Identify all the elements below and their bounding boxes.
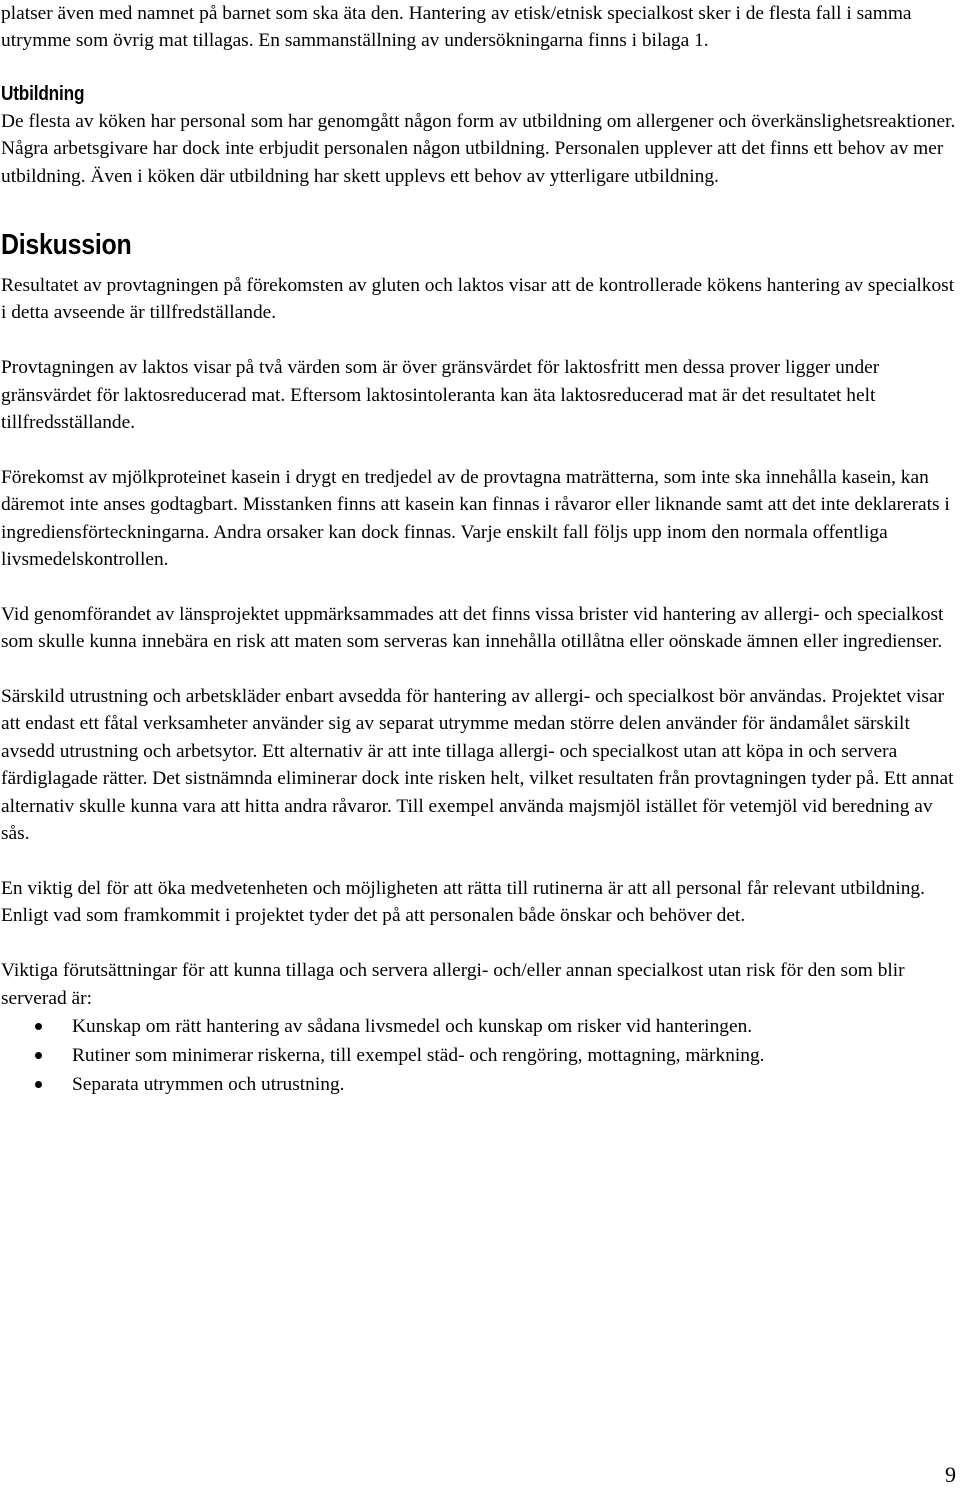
list-item	[1, 1012, 956, 1041]
bullet-icon	[35, 1052, 42, 1059]
diskussion-paragraph: En viktig del för att öka medvetenheten och möjligheten att rätta till rutinerna är att all personal får relevant utbildning. Enligt vad som framkommit i projektet tyder det på att personalen både önskar och behöver det.	[1, 877, 925, 927]
list-item	[1, 1070, 956, 1099]
diskussion-paragraph: Vid genomförandet av länsprojektet uppmärksammades att det finns vissa brister vid hantering av allergi- och specialkost som skulle kunna innebära en risk att maten som serveras kan innehålla otillåtna eller oönskade ämnen eller ingredienser.	[1, 603, 944, 653]
utbildning-paragraph: De flesta av köken har personal som har genomgått någon form av utbildning om allergener och överkänslighetsreaktioner. Några arbetsgivare har dock inte erbjudit personalen någon utbildning. Personalen upplever att det finns ett behov av mer utbildning. Även i köken där utbildning har skett upplevs ett behov av ytterligare utbildning.	[1, 110, 956, 187]
bullet-icon	[35, 1023, 42, 1030]
diskussion-paragraph: Särskild utrustning och arbetskläder enbart avsedda för hantering av allergi- och specialkost bör användas. Projektet visar att endast ett fåtal verksamheter använder sig av separat utrymme medan större delen använder för ändamålet särskilt avsedd utrustning och arbetsytor. Ett alternativ är att inte tillaga allergi- och specialkost utan att köpa in och servera färdiglagade rätter. Det sistnämnda eliminerar dock inte risken helt, vilket resultaten från provtagningen tyder på. Ett annat alternativ skulle kunna vara att hitta andra råvaror. Till exempel använda majsmjöl istället för vetemjöl vid beredning av sås.	[1, 686, 954, 845]
page-content	[1, 0, 956, 1099]
intro-paragraph: platser även med namnet på barnet som ska äta den. Hantering av etisk/etnisk specialkost sker i de flesta fall i samma utrymme som övrig mat tillagas. En sammanställning av undersökningarna finns i bilaga 1.	[1, 3, 912, 52]
section-heading-utbildning: Utbildning	[1, 82, 85, 105]
diskussion-paragraph: Resultatet av provtagningen på förekomsten av gluten och laktos visar att de kontrollerade kökens hantering av specialkost i detta avseende är tillfredställande.	[1, 275, 955, 324]
bullet-list	[1, 1012, 956, 1099]
list-item-text: Rutiner som minimerar riskerna, till exempel städ- och rengöring, mottagning, märkning.	[72, 1044, 765, 1066]
section-heading-diskussion: Diskussion	[1, 229, 132, 262]
bullet-icon	[35, 1081, 42, 1088]
list-item-text: Kunskap om rätt hantering av sådana livsmedel och kunskap om risker vid hanteringen.	[72, 1015, 753, 1037]
diskussion-paragraph: Förekomst av mjölkproteinet kasein i drygt en tredjedel av de provtagna maträtterna, som inte ska innehålla kasein, kan däremot inte anses godtagbart. Misstanken finns att kasein kan finnas i råvaror eller liknande samt att det inte deklarerats i ingrediensförteckningarna. Andra orsaker kan dock finnas. Varje enskilt fall följs upp inom den normala offentliga livsmedelskontrollen.	[1, 466, 950, 571]
list-item	[1, 1041, 956, 1070]
diskussion-paragraph: Viktiga förutsättningar för att kunna tillaga och servera allergi- och/eller annan specialkost utan risk för den som blir serverad är:	[1, 960, 905, 1009]
diskussion-paragraph: Provtagningen av laktos visar på två värden som är över gränsvärdet för laktosfritt men dessa prover ligger under gränsvärdet för laktosreducerad mat. Eftersom laktosintoleranta kan äta laktosreducerad mat är det resultatet helt tillfredsställande.	[1, 357, 880, 434]
page-number: 9	[945, 1462, 956, 1487]
list-item-text: Separata utrymmen och utrustning.	[72, 1073, 345, 1095]
